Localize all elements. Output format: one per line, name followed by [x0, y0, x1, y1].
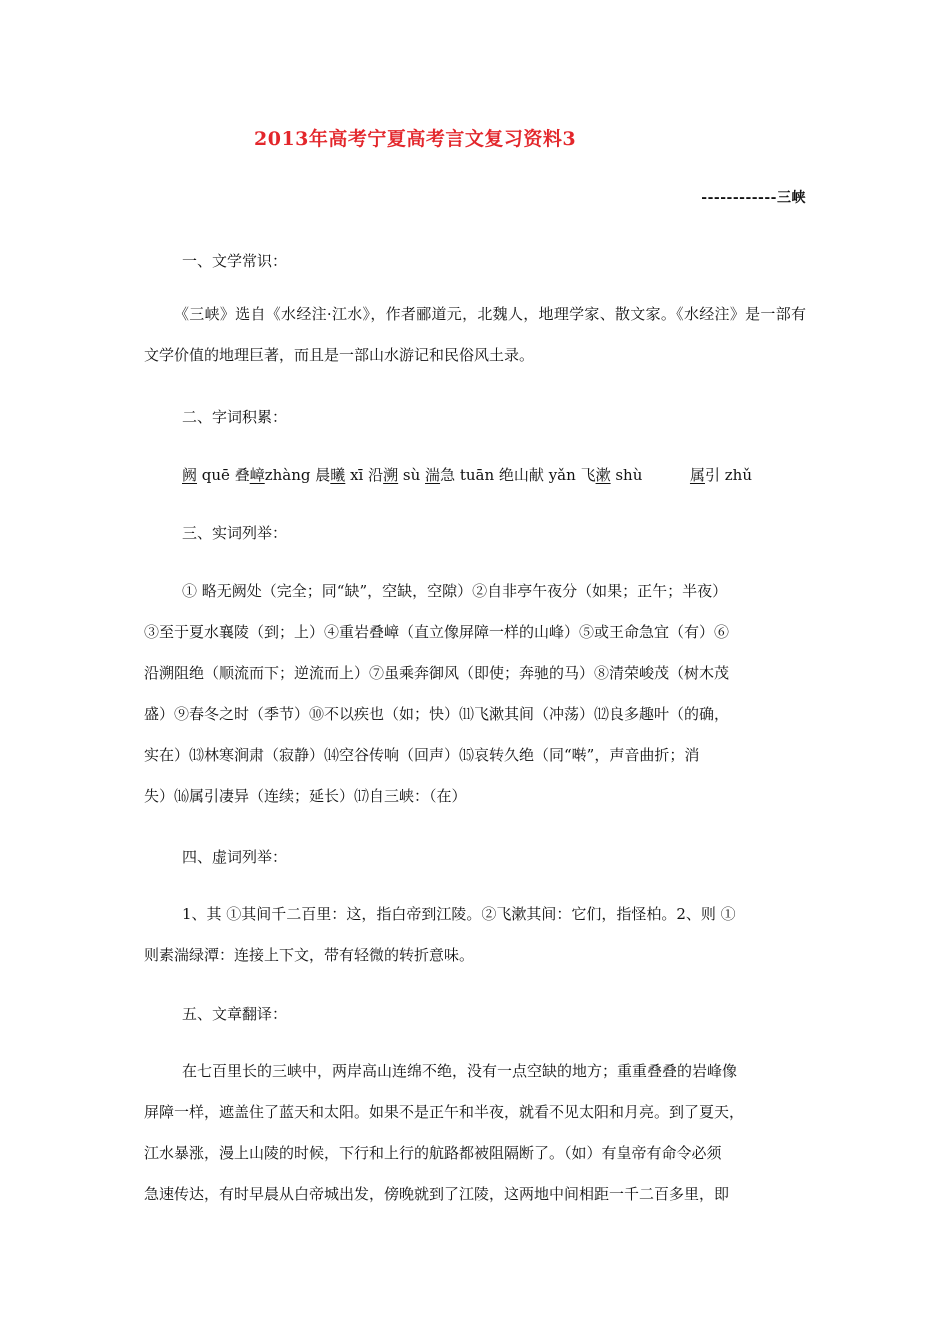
vocab-item: 阙 quē [182, 466, 235, 484]
vocab-item: 飞漱 shù [580, 466, 643, 484]
notional-words-line: 实在）⒀林寒涧肃（寂静）⒁空谷传响（回声）⒂哀转久绝（同“啭”，声音曲折；消 [144, 746, 700, 764]
document-subtitle: ------------三峡 [701, 190, 806, 206]
notional-words-line: 盛）⑨春冬之时（季节）⑩不以疾也（如；快）⑾飞漱其间（冲荡）⑿良多趣叶（的确， [144, 705, 730, 723]
section-heading-function-words: 四、虚词列举： [182, 848, 288, 866]
notional-words-line: 沿溯阻绝（顺流而下；逆流而上）⑦虽乘奔御风（即使；奔驰的马）⑧清荣峻茂（树木茂 [144, 664, 730, 682]
vocab-item: 湍急 tuān [425, 466, 499, 484]
notional-words-line: ① 略无阙处（完全；同“缺”，空缺，空隙）②自非亭午夜分（如果；正午；半夜） [182, 582, 728, 600]
vocab-item: 沿溯 sù [368, 466, 426, 484]
section-heading-translation: 五、文章翻译： [182, 1005, 288, 1023]
vocabulary-line [182, 464, 806, 485]
vocab-item: 绝山献 yǎn [498, 466, 581, 484]
vocab-item: 叠嶂zhàng [234, 466, 316, 484]
translation-line: 急速传达，有时早晨从白帝城出发，傍晚就到了江陵，这两地中间相距一千二百多里，即 [144, 1185, 730, 1203]
section-heading-literature: 一、文学常识： [182, 252, 288, 270]
document-title: 2013年高考宁夏高考言文复习资料3 [254, 128, 577, 150]
translation-line: 在七百里长的三峡中，两岸高山连绵不绝，没有一点空缺的地方；重重叠叠的岩峰像 [182, 1062, 738, 1080]
translation-line: 江水暴涨，漫上山陵的时候，下行和上行的航路都被阻隔断了。（如）有皇帝有命令必须 [144, 1144, 722, 1162]
translation-line: 屏障一样，遮盖住了蓝天和太阳。如果不是正午和半夜，就看不见太阳和月亮。到了夏天， [144, 1103, 745, 1121]
section-heading-notional-words: 三、实词列举： [182, 524, 288, 542]
function-words-line: 1、其 ①其间千二百里：这，指白帝到江陵。②飞漱其间：它们，指怪柏。2、则 ① [182, 905, 736, 923]
function-words-line: 则素湍绿潭：连接上下文，带有轻微的转折意味。 [144, 946, 475, 964]
notional-words-line: 失）⒃属引凄异（连续；延长）⒄自三峡：（在） [144, 787, 467, 805]
literature-paragraph: 《三峡》选自《水经注·江水》，作者郦道元，北魏人，地理学家、散文家。《水经注》是一部有文学价值的地理巨著，而且是一部山水游记和民俗风土录。 [144, 305, 806, 364]
section-heading-vocabulary: 二、字词积累： [182, 408, 288, 426]
vocab-item: 属引 zhǔ [689, 466, 752, 484]
vocab-item: 晨曦 xī [315, 466, 369, 484]
notional-words-line: ③至于夏水襄陵（到；上）④重岩叠嶂（直立像屏障一样的山峰）⑤或王命急宜（有）⑥ [144, 623, 730, 641]
